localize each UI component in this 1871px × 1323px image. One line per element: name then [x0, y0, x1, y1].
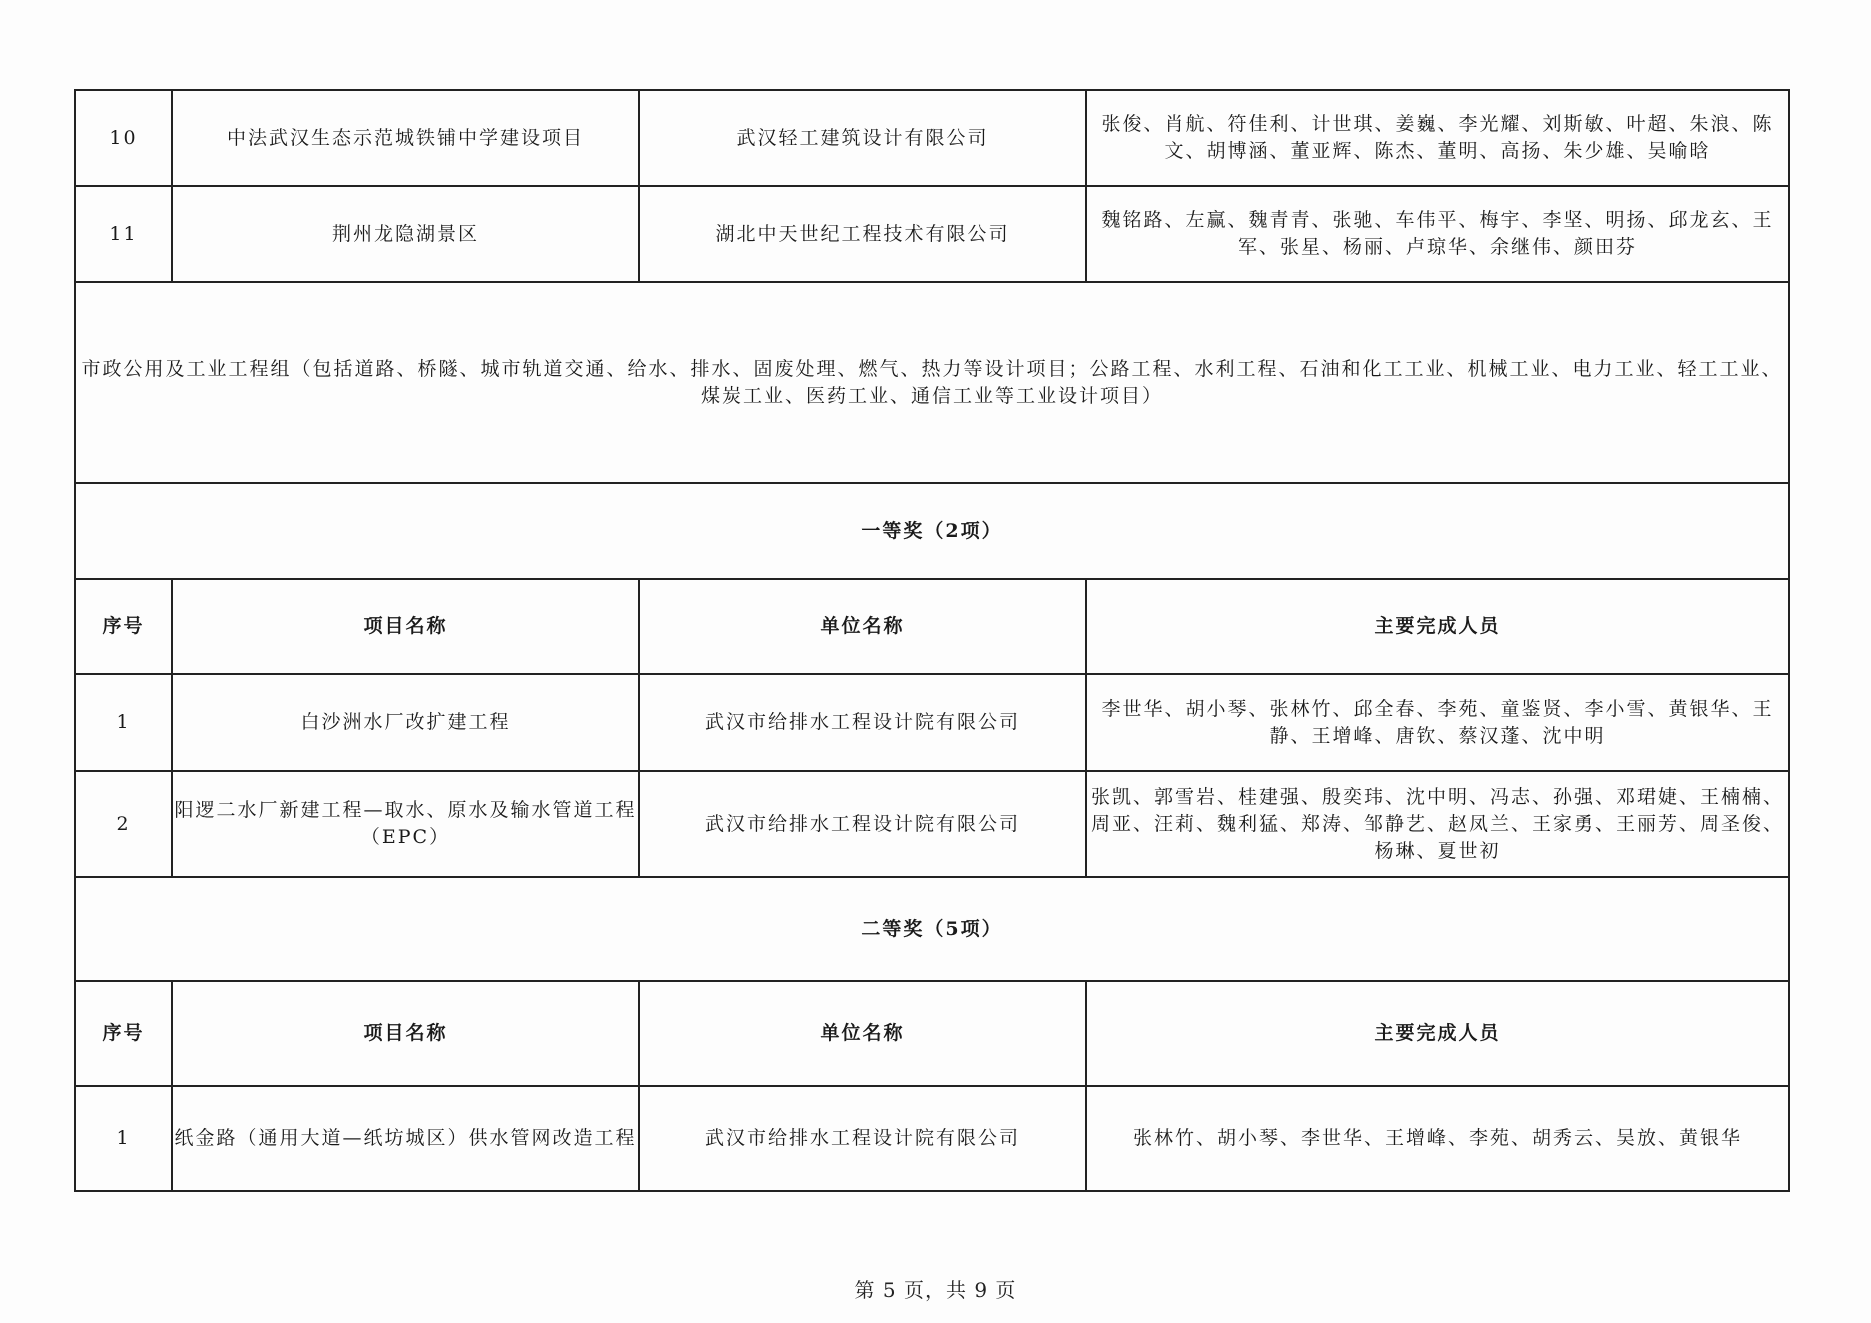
header-people: 主要完成人员	[1086, 579, 1789, 674]
prize-heading-row	[75, 483, 1789, 579]
unit-name: 湖北中天世纪工程技术有限公司	[639, 186, 1086, 282]
unit-name: 武汉轻工建筑设计有限公司	[639, 90, 1086, 186]
header-project: 项目名称	[172, 981, 639, 1086]
row-index: 2	[75, 771, 172, 877]
header-unit: 单位名称	[639, 579, 1086, 674]
first-prize-title: 一等奖（2项）	[75, 483, 1789, 579]
header-row	[75, 579, 1789, 674]
header-project: 项目名称	[172, 579, 639, 674]
table-row	[75, 186, 1789, 282]
people-list: 魏铭路、左赢、魏青青、张驰、车伟平、梅宇、李坚、明扬、邱龙玄、王军、张星、杨丽、卢琼华、余继伟、颜田芬	[1086, 186, 1789, 282]
category-title: 市政公用及工业工程组（包括道路、桥隧、城市轨道交通、给水、排水、固废处理、燃气、热力等设计项目；公路工程、水利工程、石油和化工工业、机械工业、电力工业、轻工工业、煤炭工业、医药工业、通信工业等工业设计项目）	[75, 282, 1789, 483]
unit-name: 武汉市给排水工程设计院有限公司	[639, 771, 1086, 877]
category-row	[75, 282, 1789, 483]
unit-name: 武汉市给排水工程设计院有限公司	[639, 1086, 1086, 1191]
people-list: 张俊、肖航、符佳利、计世琪、姜巍、李光耀、刘斯敏、叶超、朱浪、陈文、胡博涵、董亚辉、陈杰、董明、高扬、朱少雄、吴喻晗	[1086, 90, 1789, 186]
row-index: 10	[75, 90, 172, 186]
table-row	[75, 771, 1789, 877]
table-row	[75, 90, 1789, 186]
unit-name: 武汉市给排水工程设计院有限公司	[639, 674, 1086, 771]
project-name: 荆州龙隐湖景区	[172, 186, 639, 282]
row-index: 1	[75, 1086, 172, 1191]
header-index: 序号	[75, 579, 172, 674]
people-list: 李世华、胡小琴、张林竹、邱全春、李苑、童鉴贤、李小雪、黄银华、王静、王增峰、唐钦、蔡汉蓬、沈中明	[1086, 674, 1789, 771]
page-number: 第 5 页，共 9 页	[854, 1278, 1017, 1302]
prize-heading-row	[75, 877, 1789, 981]
header-index: 序号	[75, 981, 172, 1086]
header-row	[75, 981, 1789, 1086]
header-unit: 单位名称	[639, 981, 1086, 1086]
header-people: 主要完成人员	[1086, 981, 1789, 1086]
second-prize-title: 二等奖（5项）	[75, 877, 1789, 981]
row-index: 11	[75, 186, 172, 282]
people-list: 张凯、郭雪岩、桂建强、殷奕玮、沈中明、冯志、孙强、邓珺婕、王楠楠、周亚、汪莉、魏利猛、郑涛、邹静艺、赵凤兰、王家勇、王丽芳、周圣俊、杨琳、夏世初	[1086, 771, 1789, 877]
award-table	[74, 89, 1790, 1192]
project-name: 中法武汉生态示范城铁铺中学建设项目	[172, 90, 639, 186]
project-name: 纸金路（通用大道—纸坊城区）供水管网改造工程	[172, 1086, 639, 1191]
row-index: 1	[75, 674, 172, 771]
table-row	[75, 1086, 1789, 1191]
project-name: 阳逻二水厂新建工程—取水、原水及输水管道工程（EPC）	[172, 771, 639, 877]
table-row	[75, 674, 1789, 771]
project-name: 白沙洲水厂改扩建工程	[172, 674, 639, 771]
people-list: 张林竹、胡小琴、李世华、王增峰、李苑、胡秀云、吴放、黄银华	[1086, 1086, 1789, 1191]
